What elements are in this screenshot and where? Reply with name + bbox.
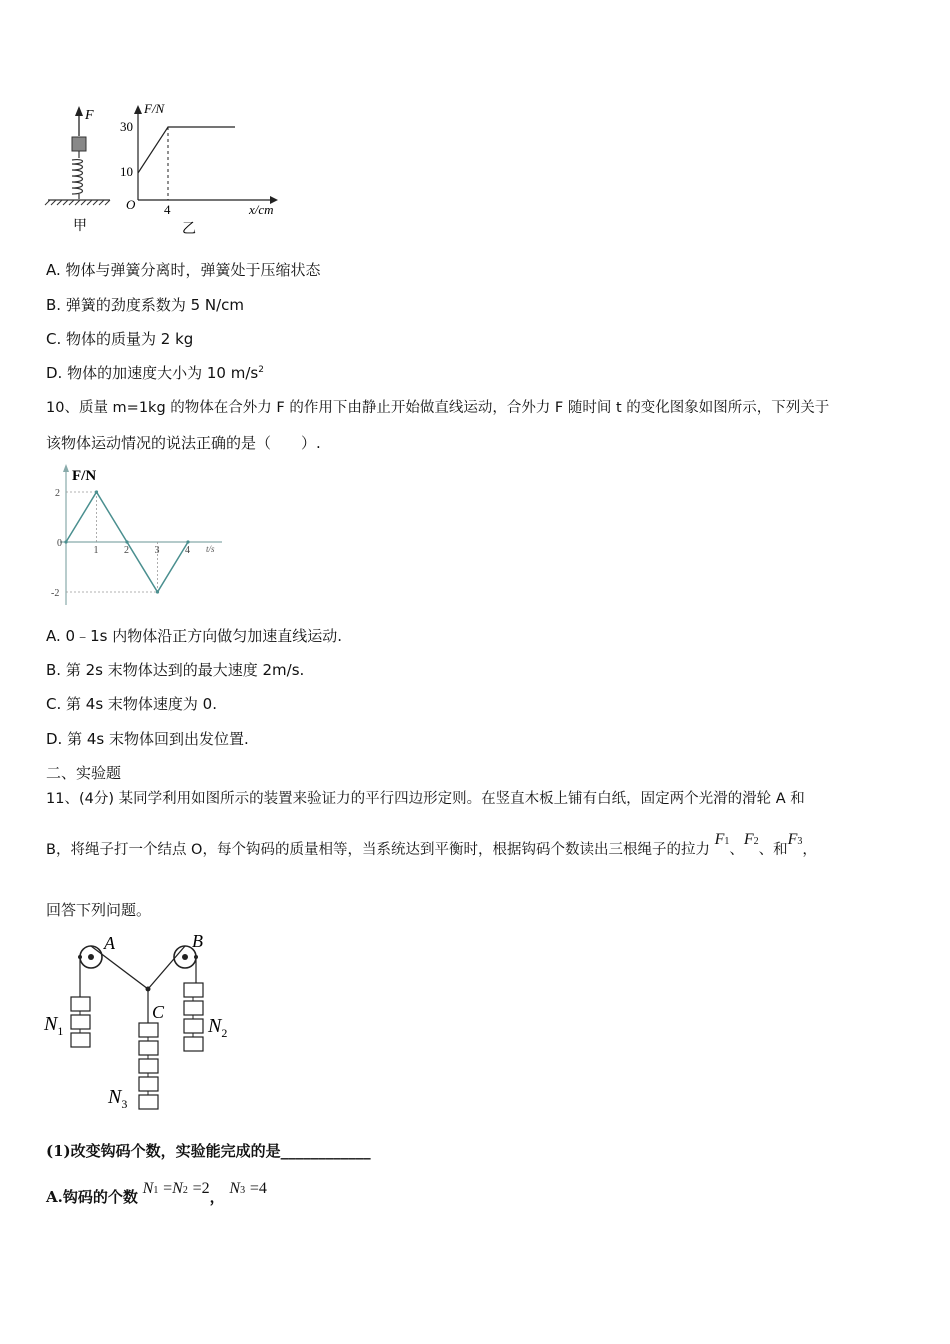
q11-stem-line1: 11、(4分) 某同学利用如图所示的装置来验证力的平行四边形定则。在竖直木板上铺有白纸，固定两个光滑的滑轮 A 和 [46, 791, 805, 807]
q11-stem-line2-text: B，将绳子打一个结点 O，每个钩码的质量相等，当系统达到平衡时，根据钩码个数读出三根绳子的拉力 [46, 842, 710, 858]
separator-2: 、和 [758, 842, 788, 858]
section-title: 二、实验题 [46, 764, 122, 782]
q9-option-d-sup: 2 [258, 365, 264, 375]
data-point [64, 540, 67, 543]
label-yi: 乙 [182, 222, 196, 237]
svg-text:N2 [207, 1015, 227, 1040]
label-n2: N [208, 1015, 222, 1037]
label-c: C [152, 1002, 165, 1022]
svg-text:N3 [107, 1086, 127, 1111]
q11-stem-line3: 回答下列问题。 [46, 901, 152, 919]
q9-option-b: B. 弹簧的劲度系数为 5 N/cm [46, 296, 245, 314]
f1-subscript: 1 [724, 836, 730, 847]
option-a-label: A.钩码的个数 [46, 1188, 138, 1206]
force-label-f: F [85, 108, 94, 123]
label-n3-sub: 3 [121, 1097, 128, 1111]
weights-n1 [71, 997, 90, 1047]
spring-force-figure [40, 100, 300, 240]
q9-option-d-text: D. 物体的加速度大小为 10 m/s [46, 364, 259, 382]
f1-symbol: F [714, 831, 725, 848]
y-axis-arrow [63, 464, 69, 472]
x-axis-label: t/s [206, 544, 215, 554]
force-time-chart [40, 460, 240, 615]
y-tick-label: 2 [55, 488, 60, 499]
f3-symbol: F [787, 831, 798, 848]
q10-option-c: C. 第 4s 末物体速度为 0. [46, 695, 217, 713]
option-a-comma: ， [209, 1188, 225, 1206]
n1-symbol: N [142, 1180, 154, 1197]
y-tick-10: 10 [120, 164, 133, 179]
q10-option-b: B. 第 2s 末物体达到的最大速度 2m/s. [46, 661, 305, 679]
data-point [125, 540, 128, 543]
n3-subscript: 3 [240, 1185, 246, 1196]
label-n1: N [44, 1013, 58, 1035]
x-tick-4: 4 [164, 202, 171, 217]
eq-3: =4 [249, 1180, 267, 1197]
q9-option-c: C. 物体的质量为 2 kg [46, 330, 194, 348]
y-tick-30: 30 [120, 119, 133, 134]
data-point [156, 590, 159, 593]
stem-tail: ， [802, 842, 817, 858]
q11-sub1-question: (1)改变钩码个数，实验能完成的是____________ [46, 1142, 371, 1160]
label-n2-sub: 2 [221, 1026, 228, 1040]
origin-label: O [126, 197, 136, 212]
pulley-apparatus-figure [40, 925, 250, 1120]
f2-symbol: F [743, 831, 754, 848]
data-point [186, 540, 189, 543]
eq-2: =2 [192, 1180, 210, 1197]
y-axis-label: F/N [144, 101, 165, 116]
q10-stem-line1: 10、质量 m=1kg 的物体在合外力 F 的作用下由静止开始做直线运动，合外力 F 随时间 t 的变化图象如图所示，下列关于 [46, 400, 830, 416]
x-tick-label: 0 [57, 538, 62, 549]
block [72, 137, 86, 151]
f3-subscript: 3 [797, 836, 803, 847]
label-n3: N [108, 1086, 122, 1108]
n2-symbol: N [172, 1180, 183, 1197]
separator-1: 、 [729, 842, 744, 858]
force-line [138, 127, 235, 173]
y-tick-label: -2 [51, 588, 60, 599]
x-tick-label: 2 [124, 545, 129, 556]
eq-1: = [163, 1180, 173, 1197]
spring-coil [72, 151, 83, 199]
label-a: A [104, 933, 115, 953]
label-b: B [192, 931, 203, 951]
q10-option-d: D. 第 4s 末物体回到出发位置. [46, 730, 249, 748]
n2-subscript: 2 [182, 1185, 188, 1196]
q11-sub1-option-a [46, 1177, 267, 1206]
weights-n3 [139, 1023, 158, 1109]
n1-subscript: 1 [153, 1185, 159, 1196]
f2-subscript: 2 [753, 836, 759, 847]
label-n1-sub: 1 [57, 1024, 64, 1038]
x-tick-label: 3 [154, 545, 160, 556]
q9-option-d [46, 362, 264, 383]
label-jia: 甲 [73, 219, 87, 234]
x-tick-label: 4 [185, 545, 190, 556]
x-axis-label: x/cm [249, 202, 274, 217]
q11-stem-line2 [46, 831, 817, 859]
q9-option-a: A. 物体与弹簧分离时，弹簧处于压缩状态 [46, 261, 321, 279]
q10-stem-line2: 该物体运动情况的说法正确的是（ ）. [46, 434, 321, 452]
x-tick-label: 1 [93, 545, 99, 556]
svg-text:N1 [43, 1013, 63, 1038]
y-axis-label: F/N [72, 468, 97, 484]
q10-option-a: A. 0﹣1s 内物体沿正方向做匀加速直线运动. [46, 627, 342, 645]
data-point [95, 490, 98, 493]
n3-symbol: N [229, 1180, 241, 1197]
